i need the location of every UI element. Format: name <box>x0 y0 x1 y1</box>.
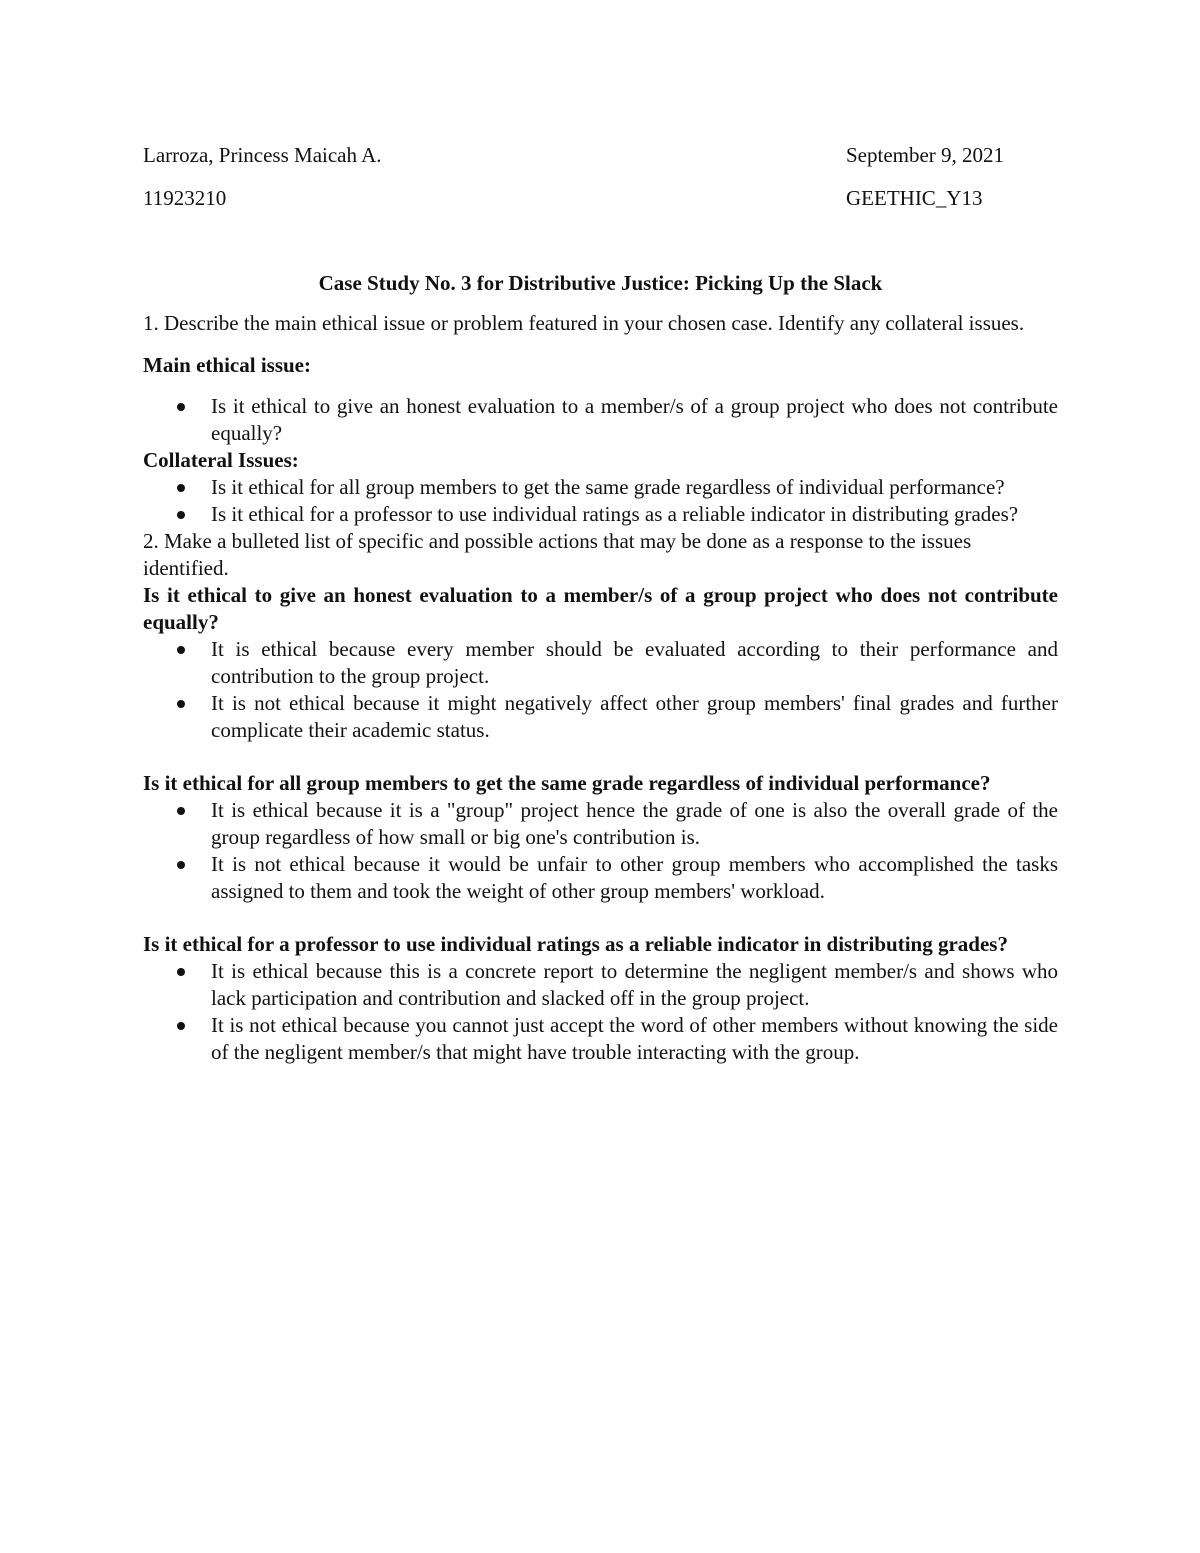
list-item <box>143 474 1058 501</box>
list-item-text: It is not ethical because it might negatively affect other group members' final grades and further complicate their academic status. <box>211 691 1058 742</box>
list-item-text: Is it ethical to give an honest evaluation to a member/s of a group project who does not contribute equally? <box>211 394 1058 445</box>
list-item <box>143 958 1058 1012</box>
bullet-icon <box>177 861 185 869</box>
bullet-icon <box>177 484 185 492</box>
list-item-text: It is ethical because every member should be evaluated according to their performance and contribution to the group project. <box>211 637 1058 688</box>
bullet-icon <box>177 700 185 708</box>
list-item-text: It is not ethical because it would be unfair to other group members who accomplished the tasks assigned to them and took the weight of other group members' workload. <box>211 852 1058 903</box>
question-2: 2. Make a bulleted list of specific and possible actions that may be done as a response to the issues identified. <box>143 529 972 580</box>
bullet-icon <box>177 1022 185 1030</box>
main-issue-label: Main ethical issue: <box>143 353 311 377</box>
list-item <box>143 690 1058 744</box>
student-id: 11923210 <box>143 186 227 210</box>
header-row-2 <box>143 183 1058 213</box>
bullet-icon <box>177 807 185 815</box>
list-item <box>143 797 1058 851</box>
section-1-list <box>143 636 1058 744</box>
list-item-text: It is ethical because it is a "group" project hence the grade of one is also the overall grade of the group regardless of how small or big one's contribution is. <box>211 798 1058 849</box>
bullet-icon <box>177 968 185 976</box>
bullet-icon <box>177 646 185 654</box>
bullet-icon <box>177 511 185 519</box>
list-item-text: It is ethical because this is a concrete report to determine the negligent member/s and shows who lack participation and contribution and slacked off in the group project. <box>211 959 1058 1010</box>
collateral-issues-label: Collateral Issues: <box>143 448 299 472</box>
list-item-text: Is it ethical for a professor to use individual ratings as a reliable indicator in distributing grades? <box>211 502 1019 526</box>
question-1: 1. Describe the main ethical issue or problem featured in your chosen case. Identify any collateral issues. <box>143 311 1025 335</box>
list-item <box>143 1012 1058 1066</box>
list-item <box>143 851 1058 905</box>
list-item-text: Is it ethical for all group members to get the same grade regardless of individual performance? <box>211 475 1005 499</box>
collateral-issues-list <box>143 474 1058 528</box>
main-issue-list <box>143 393 1058 447</box>
header-row-1 <box>143 140 1058 170</box>
document-title: Case Study No. 3 for Distributive Justice: Picking Up the Slack <box>318 271 883 295</box>
section-heading-2: Is it ethical for all group members to get the same grade regardless of individual performance? <box>143 771 991 795</box>
student-name: Larroza, Princess Maicah A. <box>143 143 382 167</box>
section-3-list <box>143 958 1058 1066</box>
section-heading-3: Is it ethical for a professor to use individual ratings as a reliable indicator in distributing grades? <box>143 932 1008 956</box>
section-2-list <box>143 797 1058 905</box>
list-item <box>143 636 1058 690</box>
bullet-icon <box>177 403 185 411</box>
section-heading-1: Is it ethical to give an honest evaluation to a member/s of a group project who does not contribute equally? <box>143 583 1058 634</box>
list-item-text: It is not ethical because you cannot just accept the word of other members without knowing the side of the negligent member/s that might have trouble interacting with the group. <box>211 1013 1058 1064</box>
document-date: September 9, 2021 <box>846 143 1005 167</box>
document-page <box>143 140 1058 1066</box>
list-item <box>143 393 1058 447</box>
list-item <box>143 501 1058 528</box>
course-code: GEETHIC_Y13 <box>846 186 983 210</box>
